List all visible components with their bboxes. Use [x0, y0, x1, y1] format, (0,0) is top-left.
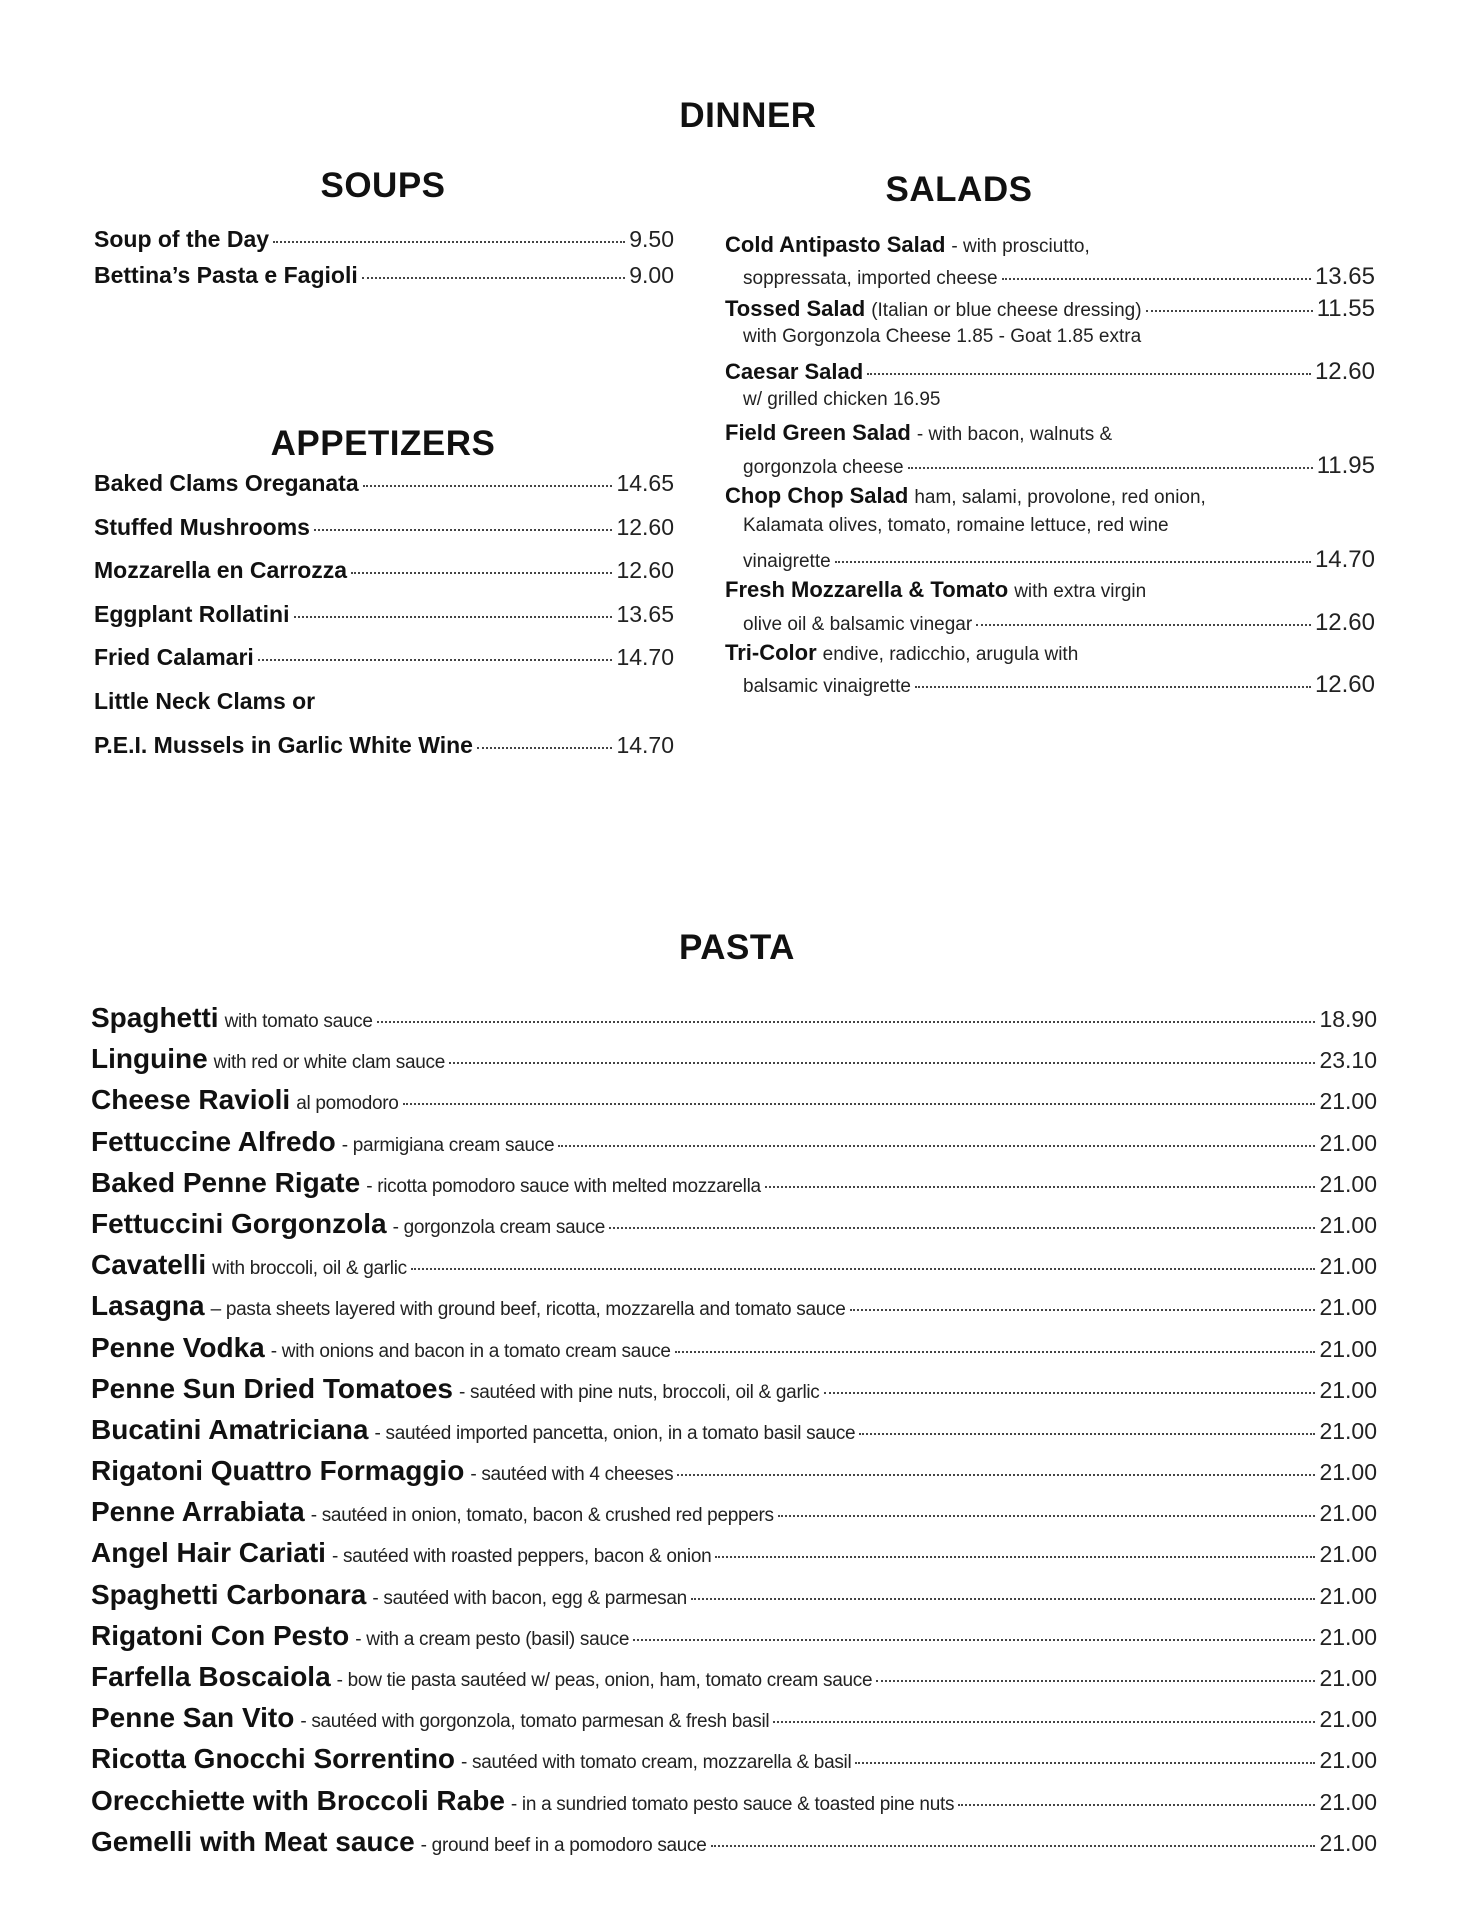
item-name: Linguine [91, 1043, 208, 1075]
dot-leader [778, 1515, 1316, 1517]
item-price: 21.00 [1319, 1417, 1377, 1444]
item-price: 21.00 [1319, 1170, 1377, 1197]
menu-item-row [91, 1455, 1377, 1496]
item-description: - sautéed with gorgonzola, tomato parmesan & fresh basil [300, 1711, 770, 1733]
item-description-continued: w/ grilled chicken 16.95 [743, 388, 941, 410]
menu-item-row [91, 1002, 1377, 1043]
pasta-heading: PASTA [679, 928, 795, 967]
salads-list [725, 232, 1375, 703]
item-name: Angel Hair Cariati [91, 1537, 326, 1569]
item-description: - sautéed with 4 cheeses [470, 1464, 674, 1486]
item-name: Spaghetti Carbonara [91, 1578, 367, 1610]
appetizers-heading: APPETIZERS [270, 424, 496, 463]
item-price: 9.50 [629, 226, 674, 252]
item-description-continued: with Gorgonzola Cheese 1.85 - Goat 1.85 extra [743, 326, 1142, 348]
menu-item-row [725, 452, 1375, 483]
dot-leader [958, 1804, 1315, 1806]
item-price: 13.65 [1314, 263, 1375, 291]
item-price: 21.00 [1319, 1500, 1377, 1527]
dot-leader [677, 1474, 1315, 1476]
item-description: - sautéed in onion, tomato, bacon & crushed red peppers [310, 1505, 774, 1527]
dot-leader [908, 467, 1313, 469]
item-name: Fettuccini Gorgonzola [91, 1207, 387, 1239]
item-price: 12.60 [616, 557, 674, 584]
salads-heading: SALADS [885, 170, 1033, 209]
menu-item-row [94, 688, 674, 732]
dot-leader [633, 1639, 1315, 1641]
dot-leader [675, 1351, 1316, 1353]
item-name: Cavatelli [91, 1249, 207, 1281]
dot-leader [377, 1021, 1316, 1023]
item-price: 18.90 [1319, 1006, 1377, 1032]
item-price: 13.65 [616, 600, 674, 627]
item-name: Spaghetti [91, 1002, 219, 1033]
item-description: - sautéed with bacon, egg & parmesan [372, 1587, 687, 1609]
menu-item-row [94, 226, 674, 262]
item-name: Bucatini Amatriciana [91, 1413, 369, 1445]
item-description: - in a sundried tomato pesto sauce & toasted pine nuts [510, 1793, 955, 1815]
item-price: 12.60 [1314, 671, 1375, 699]
menu-item-row [94, 262, 674, 298]
item-description: with tomato sauce [224, 1011, 373, 1032]
item-name: Penne Vodka [91, 1331, 265, 1363]
dot-leader [1002, 278, 1311, 280]
item-price: 14.70 [616, 731, 674, 758]
item-price: 23.10 [1319, 1047, 1377, 1074]
item-name: Caesar Salad [725, 358, 864, 384]
item-name: Lasagna [91, 1290, 205, 1322]
menu-item-row [91, 1743, 1377, 1784]
item-name: Tri-Color [725, 640, 817, 666]
item-price: 21.00 [1319, 1211, 1377, 1238]
item-price: 11.95 [1316, 451, 1375, 479]
menu-item-row [725, 326, 1375, 357]
dot-leader [867, 373, 1311, 375]
dot-leader [411, 1268, 1316, 1270]
item-price: 21.00 [1319, 1788, 1377, 1815]
menu-item-row [725, 389, 1375, 420]
dot-leader [715, 1556, 1315, 1558]
item-price: 21.00 [1319, 1335, 1377, 1362]
menu-item-row [725, 515, 1375, 546]
item-name: Cheese Ravioli [91, 1084, 291, 1116]
menu-item-row [94, 514, 674, 558]
dot-leader [558, 1145, 1315, 1147]
item-description: - with a cream pesto (basil) sauce [355, 1628, 630, 1650]
menu-title: DINNER [679, 96, 817, 135]
menu-item-row [91, 1208, 1377, 1249]
dot-leader [824, 1392, 1316, 1394]
dot-leader [835, 561, 1311, 563]
item-price: 21.00 [1319, 1747, 1377, 1774]
menu-item-row [91, 1290, 1377, 1331]
menu-item-row [91, 1414, 1377, 1455]
item-name: Baked Clams Oreganata [94, 470, 359, 496]
dot-leader [351, 572, 612, 574]
menu-item-row [91, 1661, 1377, 1702]
item-price: 21.00 [1319, 1582, 1377, 1609]
menu-item-row [725, 640, 1375, 671]
menu-item-row [91, 1167, 1377, 1208]
item-name: Orecchiette with Broccoli Rabe [91, 1784, 505, 1816]
item-description-continued: Kalamata olives, tomato, romaine lettuce, red wine [743, 514, 1169, 536]
item-name: P.E.I. Mussels in Garlic White Wine [94, 731, 473, 758]
menu-item-row [91, 1826, 1377, 1867]
item-name: Rigatoni Con Pesto [91, 1619, 350, 1651]
dot-leader [773, 1721, 1315, 1723]
item-name: Little Neck Clams or [94, 687, 316, 714]
item-description-continued: balsamic vinaigrette [743, 676, 911, 698]
dot-leader [294, 616, 613, 618]
dot-leader [855, 1762, 1315, 1764]
menu-item-row [94, 601, 674, 645]
menu-item-row [725, 577, 1375, 608]
item-price: 21.00 [1319, 1376, 1377, 1403]
item-name: Farfella Boscaiola [91, 1661, 331, 1692]
menu-item-row [725, 609, 1375, 640]
item-name: Penne Sun Dried Tomatoes [91, 1372, 453, 1404]
item-price: 9.00 [629, 262, 674, 288]
item-price: 21.00 [1319, 1459, 1377, 1486]
appetizers-list [94, 470, 674, 775]
item-description-continued: olive oil & balsamic vinegar [743, 613, 973, 635]
menu-item-row [91, 1084, 1377, 1125]
menu-item-row [725, 232, 1375, 263]
item-name: Gemelli with Meat sauce [91, 1825, 415, 1857]
dot-leader [859, 1433, 1315, 1435]
dot-leader [363, 485, 613, 487]
menu-item-row [94, 732, 674, 776]
item-name: Penne Arrabiata [91, 1496, 305, 1528]
soups-list [94, 226, 674, 298]
item-price: 12.60 [1314, 357, 1375, 385]
item-description: with red or white clam sauce [213, 1052, 445, 1074]
item-price: 21.00 [1319, 1665, 1377, 1691]
item-description: al pomodoro [296, 1093, 399, 1115]
item-price: 21.00 [1319, 1253, 1377, 1280]
dot-leader [976, 624, 1311, 626]
item-name: Tossed Salad [725, 295, 866, 321]
dot-leader [691, 1598, 1316, 1600]
item-price: 21.00 [1319, 1541, 1377, 1568]
item-name: Ricotta Gnocchi Sorrentino [91, 1743, 456, 1775]
menu-item-row [91, 1620, 1377, 1661]
item-name: Cold Antipasto Salad [725, 232, 946, 257]
dot-leader [850, 1309, 1316, 1311]
item-name: Fettuccine Alfredo [91, 1125, 336, 1157]
item-description: ham, salami, provolone, red onion, [914, 487, 1206, 509]
item-name: Fried Calamari [94, 644, 254, 671]
dot-leader [273, 241, 625, 243]
item-description: – pasta sheets layered with ground beef, ricotta, mozzarella and tomato sauce [210, 1299, 846, 1321]
dot-leader [314, 529, 612, 531]
menu-item-row [91, 1332, 1377, 1373]
menu-item-row [91, 1537, 1377, 1578]
item-price: 12.60 [1314, 608, 1375, 636]
menu-item-row [91, 1249, 1377, 1290]
item-name: Chop Chop Salad [725, 483, 909, 509]
item-name: Fresh Mozzarella & Tomato [725, 577, 1009, 603]
dot-leader [765, 1186, 1316, 1188]
menu-item-row [725, 358, 1375, 389]
item-description: - with bacon, walnuts & [916, 424, 1113, 446]
menu-item-row [94, 644, 674, 688]
pasta-list [91, 1002, 1377, 1867]
item-name: Baked Penne Rigate [91, 1166, 361, 1198]
dot-leader [258, 659, 613, 661]
item-name: Eggplant Rollatini [94, 600, 290, 627]
item-price: 14.65 [616, 470, 674, 496]
item-description: - sautéed with roasted peppers, bacon & onion [331, 1546, 712, 1568]
menu-item-row [91, 1126, 1377, 1167]
dot-leader [449, 1062, 1315, 1064]
item-price: 14.70 [1314, 545, 1375, 573]
item-description: - with prosciutto, [951, 236, 1090, 257]
menu-item-row [91, 1043, 1377, 1084]
dot-leader [876, 1680, 1315, 1682]
menu-item-row [725, 420, 1375, 451]
item-description: - ground beef in a pomodoro sauce [420, 1834, 707, 1856]
item-name: Stuffed Mushrooms [94, 513, 310, 540]
dot-leader [362, 277, 626, 279]
item-price: 12.60 [616, 513, 674, 540]
item-description-continued: soppressata, imported cheese [743, 268, 998, 290]
dot-leader [915, 686, 1311, 688]
menu-item-row [91, 1702, 1377, 1743]
item-description: (Italian or blue cheese dressing) [871, 299, 1142, 321]
menu-item-row [91, 1785, 1377, 1826]
dot-leader [477, 747, 612, 749]
item-price: 21.00 [1319, 1706, 1377, 1733]
item-price: 14.70 [616, 644, 674, 671]
item-description: with extra virgin [1014, 581, 1147, 603]
item-description: - ricotta pomodoro sauce with melted mozzarella [366, 1175, 761, 1197]
item-price: 21.00 [1319, 1623, 1377, 1650]
item-price: 21.00 [1319, 1294, 1377, 1321]
item-name: Field Green Salad [725, 420, 911, 446]
item-price: 21.00 [1319, 1129, 1377, 1156]
menu-item-row [725, 483, 1375, 514]
dot-leader [609, 1227, 1315, 1229]
soups-heading: SOUPS [320, 166, 446, 205]
menu-item-row [725, 671, 1375, 702]
menu-item-row [725, 546, 1375, 577]
item-description: - with onions and bacon in a tomato cream sauce [270, 1340, 671, 1362]
item-name: Penne San Vito [91, 1702, 295, 1734]
dot-leader [403, 1103, 1316, 1105]
item-description: - sautéed imported pancetta, onion, in a tomato basil sauce [374, 1422, 856, 1444]
item-description: endive, radicchio, arugula with [822, 644, 1079, 666]
item-description: - parmigiana cream sauce [341, 1134, 555, 1156]
item-description: with broccoli, oil & garlic [212, 1258, 407, 1280]
menu-item-row [94, 557, 674, 601]
dot-leader [711, 1845, 1316, 1847]
item-description: - sautéed with pine nuts, broccoli, oil & garlic [459, 1381, 820, 1403]
item-name: Rigatoni Quattro Formaggio [91, 1455, 465, 1487]
item-price: 21.00 [1319, 1088, 1377, 1115]
item-description-continued: gorgonzola cheese [743, 456, 904, 478]
item-description: - gorgonzola cream sauce [392, 1216, 606, 1238]
item-name: Bettina’s Pasta e Fagioli [94, 262, 358, 288]
menu-item-row [91, 1373, 1377, 1414]
item-description: - sautéed with tomato cream, mozzarella & basil [461, 1752, 852, 1774]
menu-item-row [725, 295, 1375, 326]
item-price: 11.55 [1316, 294, 1375, 322]
item-name: Mozzarella en Carrozza [94, 557, 348, 584]
menu-item-row [94, 470, 674, 514]
menu-item-row [91, 1496, 1377, 1537]
item-price: 21.00 [1319, 1829, 1377, 1856]
item-name: Soup of the Day [94, 226, 270, 252]
dot-leader [1146, 310, 1313, 312]
item-description: - bow tie pasta sautéed w/ peas, onion, ham, tomato cream sauce [336, 1670, 873, 1691]
item-description-continued: vinaigrette [743, 550, 831, 572]
menu-item-row [91, 1579, 1377, 1620]
menu-item-row [725, 263, 1375, 294]
